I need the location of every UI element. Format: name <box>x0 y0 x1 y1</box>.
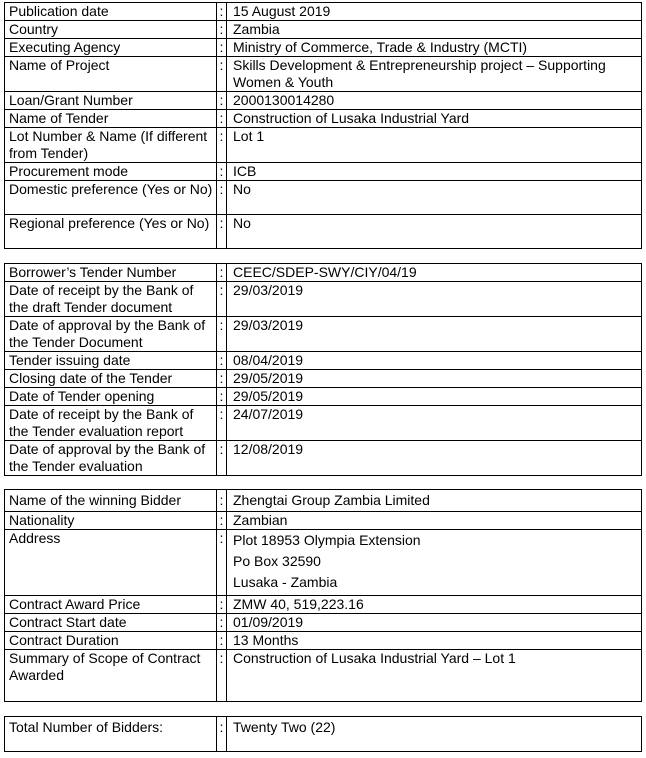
domestic-preference-value: No <box>227 181 642 215</box>
table-row <box>5 632 642 650</box>
separator: : <box>217 352 227 370</box>
separator: : <box>217 282 227 317</box>
separator: : <box>217 614 227 632</box>
separator: : <box>217 92 227 110</box>
lot-value: Lot 1 <box>227 128 642 163</box>
draft-receipt-value: 29/03/2019 <box>227 282 642 317</box>
address-value <box>227 530 642 596</box>
loan-number-label: Loan/Grant Number <box>5 92 217 110</box>
separator: : <box>217 512 227 530</box>
address-line: Lusaka - Zambia <box>233 574 338 590</box>
separator: : <box>217 388 227 406</box>
separator: : <box>217 650 227 702</box>
executing-agency-value: Ministry of Commerce, Trade & Industry (MCTI) <box>227 39 642 57</box>
table-row <box>5 530 642 596</box>
table-row <box>5 490 642 512</box>
separator: : <box>217 21 227 39</box>
tender-info-table <box>4 2 642 249</box>
table-row <box>5 57 642 92</box>
opening-date-value: 29/05/2019 <box>227 388 642 406</box>
executing-agency-label: Executing Agency <box>5 39 217 57</box>
separator: : <box>217 317 227 352</box>
loan-number-value: 2000130014280 <box>227 92 642 110</box>
document-approval-value: 29/03/2019 <box>227 317 642 352</box>
issuing-date-label: Tender issuing date <box>5 352 217 370</box>
table-row <box>5 406 642 441</box>
regional-preference-label: Regional preference (Yes or No) <box>5 215 217 249</box>
evaluation-receipt-value: 24/07/2019 <box>227 406 642 441</box>
separator: : <box>217 632 227 650</box>
award-price-label: Contract Award Price <box>5 596 217 614</box>
evaluation-receipt-label: Date of receipt by the Bank of the Tender evaluation report <box>5 406 217 441</box>
winning-bidder-label: Name of the winning Bidder <box>5 490 217 512</box>
evaluation-approval-label: Date of approval by the Bank of the Tender evaluation <box>5 441 217 476</box>
tender-name-value: Construction of Lusaka Industrial Yard <box>227 110 642 128</box>
separator: : <box>217 181 227 215</box>
table-row <box>5 282 642 317</box>
table-row <box>5 388 642 406</box>
table-row <box>5 512 642 530</box>
duration-value: 13 Months <box>227 632 642 650</box>
address-label: Address <box>5 530 217 596</box>
bidders-table <box>4 716 642 752</box>
regional-preference-value: No <box>227 215 642 249</box>
table-row <box>5 264 642 282</box>
address-line: Plot 18953 Olympia Extension <box>233 532 421 548</box>
nationality-label: Nationality <box>5 512 217 530</box>
table-row <box>5 717 642 752</box>
table-row <box>5 181 642 215</box>
separator: : <box>217 370 227 388</box>
winning-bidder-value: Zhengtai Group Zambia Limited <box>227 490 642 512</box>
table-row <box>5 163 642 181</box>
scope-label: Summary of Scope of Contract Awarded <box>5 650 217 702</box>
closing-date-label: Closing date of the Tender <box>5 370 217 388</box>
separator: : <box>217 490 227 512</box>
tender-dates-table <box>4 263 642 476</box>
tender-name-label: Name of Tender <box>5 110 217 128</box>
table-row <box>5 110 642 128</box>
procurement-mode-value: ICB <box>227 163 642 181</box>
start-date-label: Contract Start date <box>5 614 217 632</box>
country-label: Country <box>5 21 217 39</box>
evaluation-approval-value: 12/08/2019 <box>227 441 642 476</box>
bidders-count-label: Total Number of Bidders: <box>5 717 217 752</box>
table-row <box>5 650 642 702</box>
scope-value: Construction of Lusaka Industrial Yard – Lot 1 <box>227 650 642 702</box>
table-row <box>5 614 642 632</box>
table-row <box>5 352 642 370</box>
table-row <box>5 21 642 39</box>
separator: : <box>217 110 227 128</box>
separator: : <box>217 215 227 249</box>
tender-number-label: Borrower’s Tender Number <box>5 264 217 282</box>
table-row <box>5 39 642 57</box>
table-row <box>5 441 642 476</box>
document-approval-label: Date of approval by the Bank of the Tender Document <box>5 317 217 352</box>
project-name-value: Skills Development & Entrepreneurship project – Supporting Women & Youth <box>227 57 642 92</box>
nationality-value: Zambian <box>227 512 642 530</box>
separator: : <box>217 596 227 614</box>
table-row <box>5 3 642 21</box>
award-price-value: ZMW 40, 519,223.16 <box>227 596 642 614</box>
project-name-label: Name of Project <box>5 57 217 92</box>
separator: : <box>217 406 227 441</box>
separator: : <box>217 3 227 21</box>
separator: : <box>217 163 227 181</box>
separator: : <box>217 57 227 92</box>
lot-label: Lot Number & Name (If different from Tender) <box>5 128 217 163</box>
publication-date-value: 15 August 2019 <box>227 3 642 21</box>
award-table <box>4 489 642 702</box>
country-value: Zambia <box>227 21 642 39</box>
separator: : <box>217 530 227 596</box>
closing-date-value: 29/05/2019 <box>227 370 642 388</box>
domestic-preference-label: Domestic preference (Yes or No) <box>5 181 217 215</box>
procurement-mode-label: Procurement mode <box>5 163 217 181</box>
duration-label: Contract Duration <box>5 632 217 650</box>
opening-date-label: Date of Tender opening <box>5 388 217 406</box>
address-line: Po Box 32590 <box>233 553 321 569</box>
table-row <box>5 370 642 388</box>
table-row <box>5 128 642 163</box>
start-date-value: 01/09/2019 <box>227 614 642 632</box>
issuing-date-value: 08/04/2019 <box>227 352 642 370</box>
draft-receipt-label: Date of receipt by the Bank of the draft Tender document <box>5 282 217 317</box>
table-row <box>5 596 642 614</box>
separator: : <box>217 39 227 57</box>
table-row <box>5 215 642 249</box>
separator: : <box>217 264 227 282</box>
table-row <box>5 317 642 352</box>
tender-number-value: CEEC/SDEP-SWY/CIY/04/19 <box>227 264 642 282</box>
publication-date-label: Publication date <box>5 3 217 21</box>
separator: : <box>217 441 227 476</box>
separator: : <box>217 717 227 752</box>
bidders-count-value: Twenty Two (22) <box>227 717 642 752</box>
separator: : <box>217 128 227 163</box>
table-row <box>5 92 642 110</box>
